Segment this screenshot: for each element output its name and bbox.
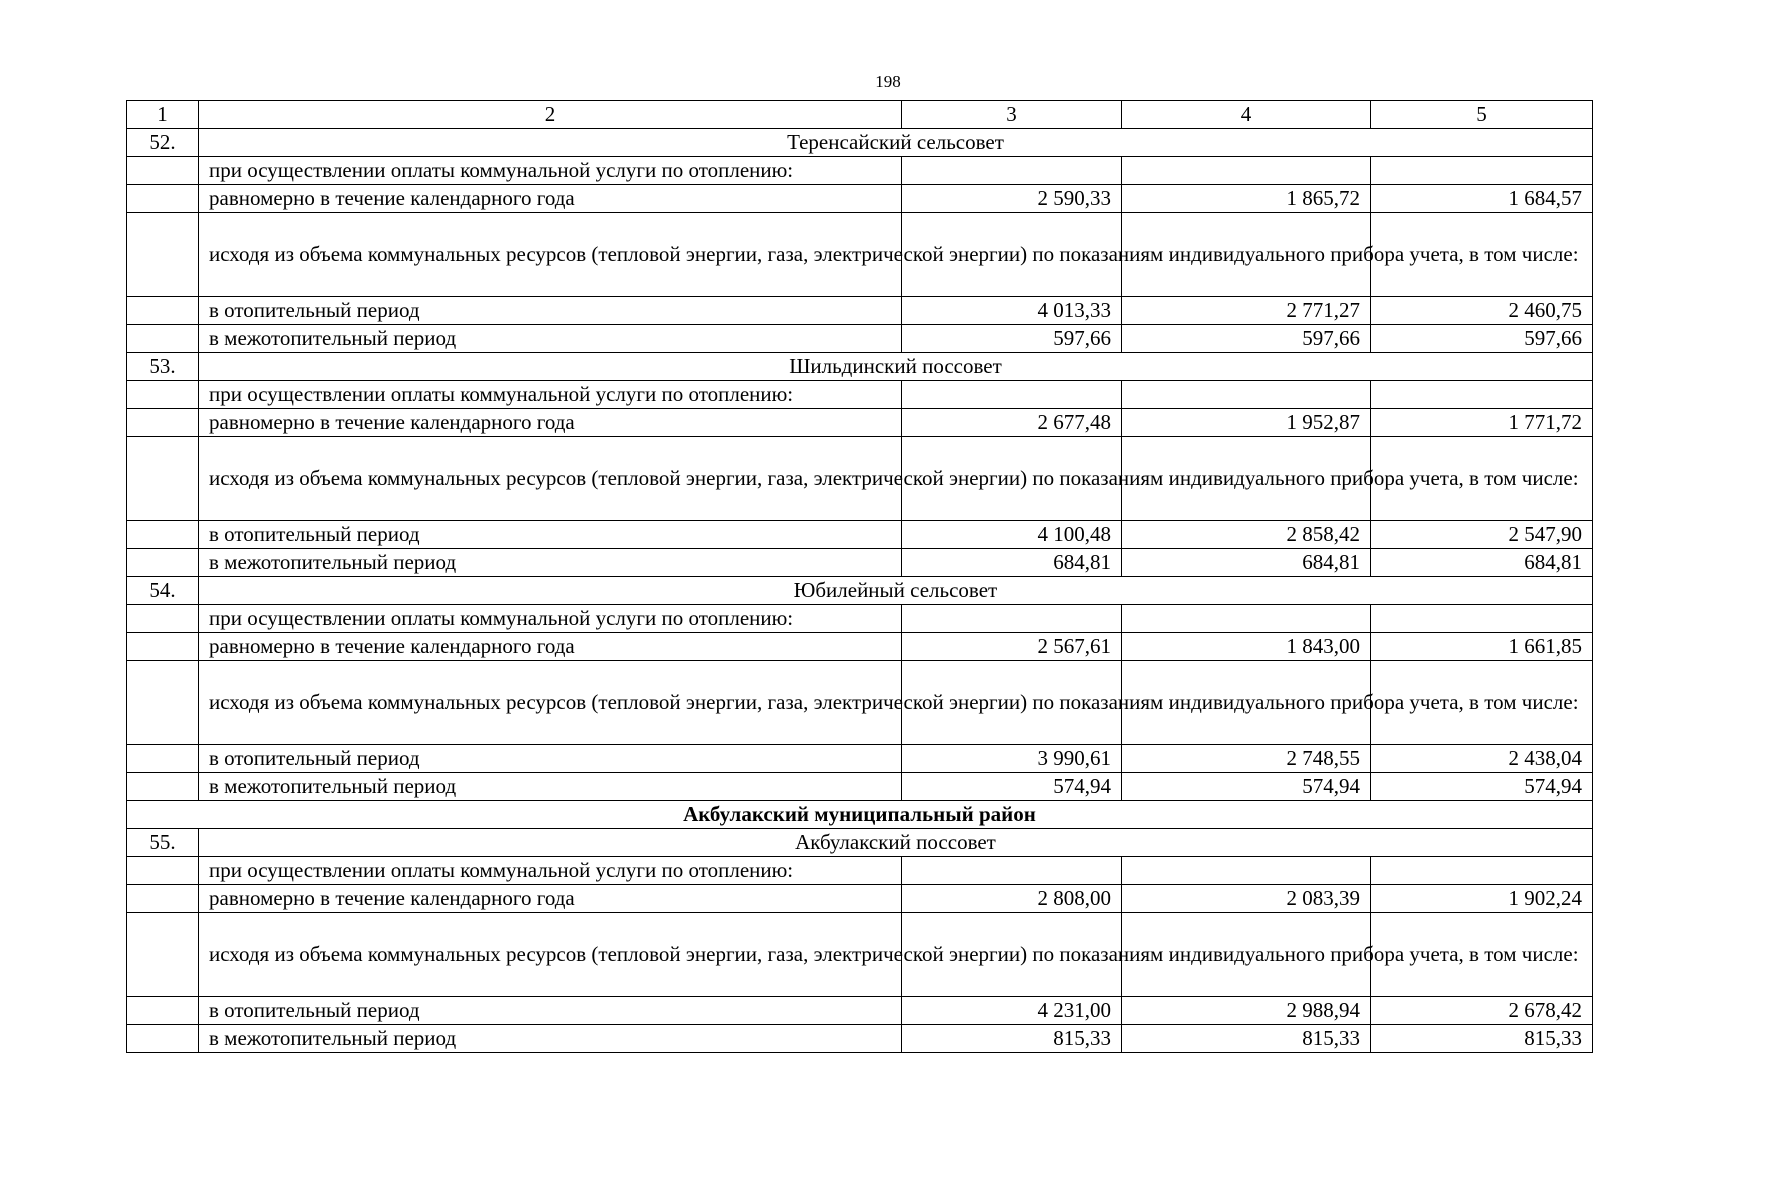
value-col-3: 2 567,61 — [902, 633, 1122, 661]
value-col-3 — [902, 857, 1122, 885]
column-header-4: 4 — [1122, 101, 1371, 129]
tariff-table — [126, 100, 1593, 1053]
table-row — [127, 185, 1593, 213]
table-row — [127, 1025, 1593, 1053]
row-number-cell — [127, 437, 199, 521]
value-col-5: 574,94 — [1371, 773, 1593, 801]
table-row — [127, 661, 1593, 745]
row-label: в отопительный период — [199, 297, 902, 325]
district-row — [127, 801, 1593, 829]
table-row — [127, 913, 1593, 997]
row-number-cell — [127, 773, 199, 801]
row-number-cell — [127, 297, 199, 325]
value-col-4 — [1122, 157, 1371, 185]
row-number-cell — [127, 521, 199, 549]
row-number: 55. — [127, 829, 199, 857]
value-col-4 — [1122, 605, 1371, 633]
table-row — [127, 437, 1593, 521]
value-col-3: 4 231,00 — [902, 997, 1122, 1025]
settlement-name: Шильдинский поссовет — [199, 353, 1593, 381]
value-col-5: 1 684,57 — [1371, 185, 1593, 213]
value-col-5: 684,81 — [1371, 549, 1593, 577]
row-number-cell — [127, 857, 199, 885]
value-col-4: 2 988,94 — [1122, 997, 1371, 1025]
value-col-5 — [1371, 157, 1593, 185]
page-number: 198 — [875, 72, 901, 91]
value-col-3: 4 013,33 — [902, 297, 1122, 325]
row-number-cell — [127, 213, 199, 297]
column-header-5: 5 — [1371, 101, 1593, 129]
value-col-3 — [902, 157, 1122, 185]
value-col-4 — [1122, 857, 1371, 885]
row-number-cell — [127, 661, 199, 745]
column-header-3: 3 — [902, 101, 1122, 129]
value-col-5 — [1371, 605, 1593, 633]
row-label: равномерно в течение календарного года — [199, 885, 902, 913]
settlement-name: Теренсайский сельсовет — [199, 129, 1593, 157]
column-number-row — [127, 101, 1593, 129]
row-label: при осуществлении оплаты коммунальной услуги по отоплению: — [199, 381, 902, 409]
table-row — [127, 605, 1593, 633]
value-col-5 — [1371, 857, 1593, 885]
row-number-cell — [127, 549, 199, 577]
table-row — [127, 521, 1593, 549]
settlement-row — [127, 353, 1593, 381]
value-col-4: 1 865,72 — [1122, 185, 1371, 213]
settlement-row — [127, 577, 1593, 605]
value-col-3 — [902, 381, 1122, 409]
table-row — [127, 857, 1593, 885]
row-number-cell — [127, 913, 199, 997]
row-label: равномерно в течение календарного года — [199, 409, 902, 437]
value-col-4: 2 771,27 — [1122, 297, 1371, 325]
row-number-cell — [127, 745, 199, 773]
row-number-cell — [127, 1025, 199, 1053]
row-number-cell — [127, 381, 199, 409]
value-col-3: 574,94 — [902, 773, 1122, 801]
row-label: в отопительный период — [199, 745, 902, 773]
value-col-4: 2 083,39 — [1122, 885, 1371, 913]
column-header-1: 1 — [127, 101, 199, 129]
row-label: исходя из объема коммунальных ресурсов (тепловой энергии, газа, электрической энергии) по показаниям индивидуального прибора учета, в том числе: — [199, 913, 902, 997]
value-col-5: 1 661,85 — [1371, 633, 1593, 661]
row-label: равномерно в течение календарного года — [199, 633, 902, 661]
district-name: Акбулакский муниципальный район — [127, 801, 1593, 829]
settlement-name: Юбилейный сельсовет — [199, 577, 1593, 605]
row-number-cell — [127, 157, 199, 185]
row-label: при осуществлении оплаты коммунальной услуги по отоплению: — [199, 857, 902, 885]
table-row — [127, 325, 1593, 353]
row-number-cell — [127, 185, 199, 213]
table-row — [127, 157, 1593, 185]
row-label: в отопительный период — [199, 521, 902, 549]
value-col-4: 815,33 — [1122, 1025, 1371, 1053]
value-col-3: 597,66 — [902, 325, 1122, 353]
value-col-3: 2 590,33 — [902, 185, 1122, 213]
row-number-cell — [127, 997, 199, 1025]
value-col-5: 2 547,90 — [1371, 521, 1593, 549]
value-col-5: 2 460,75 — [1371, 297, 1593, 325]
value-col-4: 1 952,87 — [1122, 409, 1371, 437]
value-col-4: 1 843,00 — [1122, 633, 1371, 661]
row-label: исходя из объема коммунальных ресурсов (тепловой энергии, газа, электрической энергии) по показаниям индивидуального прибора учета, в том числе: — [199, 661, 902, 745]
settlement-row — [127, 129, 1593, 157]
table-row — [127, 297, 1593, 325]
value-col-4: 2 858,42 — [1122, 521, 1371, 549]
value-col-5: 1 902,24 — [1371, 885, 1593, 913]
value-col-5: 2 438,04 — [1371, 745, 1593, 773]
row-label: исходя из объема коммунальных ресурсов (тепловой энергии, газа, электрической энергии) по показаниям индивидуального прибора учета, в том числе: — [199, 437, 902, 521]
row-label: в межотопительный период — [199, 325, 902, 353]
value-col-4: 2 748,55 — [1122, 745, 1371, 773]
row-label: при осуществлении оплаты коммунальной услуги по отоплению: — [199, 157, 902, 185]
value-col-4: 574,94 — [1122, 773, 1371, 801]
value-col-3: 684,81 — [902, 549, 1122, 577]
row-number: 54. — [127, 577, 199, 605]
row-label: в межотопительный период — [199, 773, 902, 801]
table-row — [127, 745, 1593, 773]
value-col-5: 815,33 — [1371, 1025, 1593, 1053]
value-col-5 — [1371, 381, 1593, 409]
table-row — [127, 549, 1593, 577]
row-number-cell — [127, 325, 199, 353]
table-row — [127, 409, 1593, 437]
row-label: в отопительный период — [199, 997, 902, 1025]
row-label: в межотопительный период — [199, 1025, 902, 1053]
settlement-name: Акбулакский поссовет — [199, 829, 1593, 857]
row-number: 52. — [127, 129, 199, 157]
table-row — [127, 633, 1593, 661]
value-col-5: 597,66 — [1371, 325, 1593, 353]
value-col-5: 1 771,72 — [1371, 409, 1593, 437]
row-label: равномерно в течение календарного года — [199, 185, 902, 213]
table-row — [127, 381, 1593, 409]
row-label: исходя из объема коммунальных ресурсов (тепловой энергии, газа, электрической энергии) по показаниям индивидуального прибора учета, в том числе: — [199, 213, 902, 297]
value-col-4 — [1122, 381, 1371, 409]
value-col-3: 4 100,48 — [902, 521, 1122, 549]
row-number-cell — [127, 605, 199, 633]
row-label: в межотопительный период — [199, 549, 902, 577]
row-number-cell — [127, 633, 199, 661]
value-col-4: 597,66 — [1122, 325, 1371, 353]
value-col-3: 2 677,48 — [902, 409, 1122, 437]
row-number-cell — [127, 885, 199, 913]
value-col-5: 2 678,42 — [1371, 997, 1593, 1025]
value-col-3: 3 990,61 — [902, 745, 1122, 773]
value-col-4: 684,81 — [1122, 549, 1371, 577]
table-row — [127, 773, 1593, 801]
row-number-cell — [127, 409, 199, 437]
table-body — [127, 101, 1593, 1053]
row-label: при осуществлении оплаты коммунальной услуги по отоплению: — [199, 605, 902, 633]
table-row — [127, 997, 1593, 1025]
value-col-3: 815,33 — [902, 1025, 1122, 1053]
row-number: 53. — [127, 353, 199, 381]
column-header-2: 2 — [199, 101, 902, 129]
table-row — [127, 885, 1593, 913]
table-row — [127, 213, 1593, 297]
settlement-row — [127, 829, 1593, 857]
value-col-3 — [902, 605, 1122, 633]
value-col-3: 2 808,00 — [902, 885, 1122, 913]
